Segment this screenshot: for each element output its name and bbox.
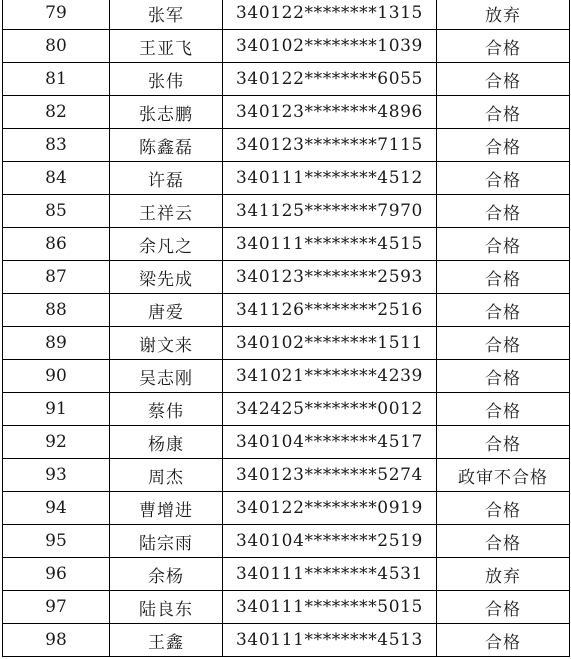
person-name: 梁先成 [110,261,223,294]
id-number: 341021********4239 [223,360,437,393]
id-number: 340111********4513 [223,624,437,657]
table-row [3,63,570,96]
person-name: 蔡伟 [110,393,223,426]
row-number: 91 [3,393,110,426]
table-row [3,558,570,591]
row-number: 83 [3,129,110,162]
table-row [3,525,570,558]
id-number: 340111********4512 [223,162,437,195]
result-status: 合格 [437,360,570,393]
table-row [3,360,570,393]
row-number: 85 [3,195,110,228]
person-name: 王祥云 [110,195,223,228]
table-row [3,459,570,492]
row-number: 89 [3,327,110,360]
id-number: 340123********7115 [223,129,437,162]
id-number: 340104********2519 [223,525,437,558]
row-number: 92 [3,426,110,459]
result-status: 合格 [437,591,570,624]
result-status: 合格 [437,327,570,360]
result-status: 合格 [437,393,570,426]
id-number: 341126********2516 [223,294,437,327]
result-status: 合格 [437,228,570,261]
result-status: 合格 [437,129,570,162]
person-name: 曹增进 [110,492,223,525]
person-name: 余凡之 [110,228,223,261]
person-name: 唐爱 [110,294,223,327]
row-number: 95 [3,525,110,558]
person-name: 王鑫 [110,624,223,657]
table-row [3,492,570,525]
person-name: 吴志刚 [110,360,223,393]
id-number: 340123********4896 [223,96,437,129]
row-number: 93 [3,459,110,492]
person-name: 陆良东 [110,591,223,624]
candidate-table [2,0,570,657]
result-status: 合格 [437,63,570,96]
id-number: 340123********2593 [223,261,437,294]
row-number: 90 [3,360,110,393]
person-name: 陆宗雨 [110,525,223,558]
row-number: 79 [3,0,110,30]
id-number: 340123********5274 [223,459,437,492]
table-row [3,294,570,327]
person-name: 谢文来 [110,327,223,360]
id-number: 340122********1315 [223,0,437,30]
result-status: 合格 [437,624,570,657]
table-row [3,129,570,162]
table-row [3,261,570,294]
id-number: 340111********4531 [223,558,437,591]
row-number: 94 [3,492,110,525]
id-number: 340122********0919 [223,492,437,525]
result-status: 合格 [437,525,570,558]
result-status: 合格 [437,426,570,459]
result-status: 合格 [437,96,570,129]
result-status: 放弃 [437,0,570,30]
person-name: 张志鹏 [110,96,223,129]
person-name: 杨康 [110,426,223,459]
result-status: 合格 [437,195,570,228]
row-number: 80 [3,30,110,63]
result-status: 合格 [437,294,570,327]
result-status: 合格 [437,492,570,525]
person-name: 陈鑫磊 [110,129,223,162]
table-row [3,624,570,657]
id-number: 342425********0012 [223,393,437,426]
row-number: 98 [3,624,110,657]
table-body [3,0,570,657]
id-number: 340122********6055 [223,63,437,96]
row-number: 88 [3,294,110,327]
result-status: 放弃 [437,558,570,591]
person-name: 张伟 [110,63,223,96]
id-number: 340102********1511 [223,327,437,360]
person-name: 周杰 [110,459,223,492]
row-number: 97 [3,591,110,624]
result-status: 合格 [437,30,570,63]
result-status: 政审不合格 [437,459,570,492]
row-number: 87 [3,261,110,294]
person-name: 王亚飞 [110,30,223,63]
table-row [3,228,570,261]
id-number: 340111********5015 [223,591,437,624]
table-row [3,0,570,30]
result-status: 合格 [437,162,570,195]
table-row [3,30,570,63]
row-number: 84 [3,162,110,195]
table-row [3,96,570,129]
result-status: 合格 [437,261,570,294]
table-row [3,327,570,360]
table-row [3,162,570,195]
id-number: 340102********1039 [223,30,437,63]
table-row [3,426,570,459]
row-number: 96 [3,558,110,591]
id-number: 340111********4515 [223,228,437,261]
person-name: 余杨 [110,558,223,591]
person-name: 许磊 [110,162,223,195]
table-row [3,591,570,624]
id-number: 341125********7970 [223,195,437,228]
row-number: 81 [3,63,110,96]
table-row [3,195,570,228]
person-name: 张军 [110,0,223,30]
row-number: 86 [3,228,110,261]
id-number: 340104********4517 [223,426,437,459]
row-number: 82 [3,96,110,129]
table-row [3,393,570,426]
